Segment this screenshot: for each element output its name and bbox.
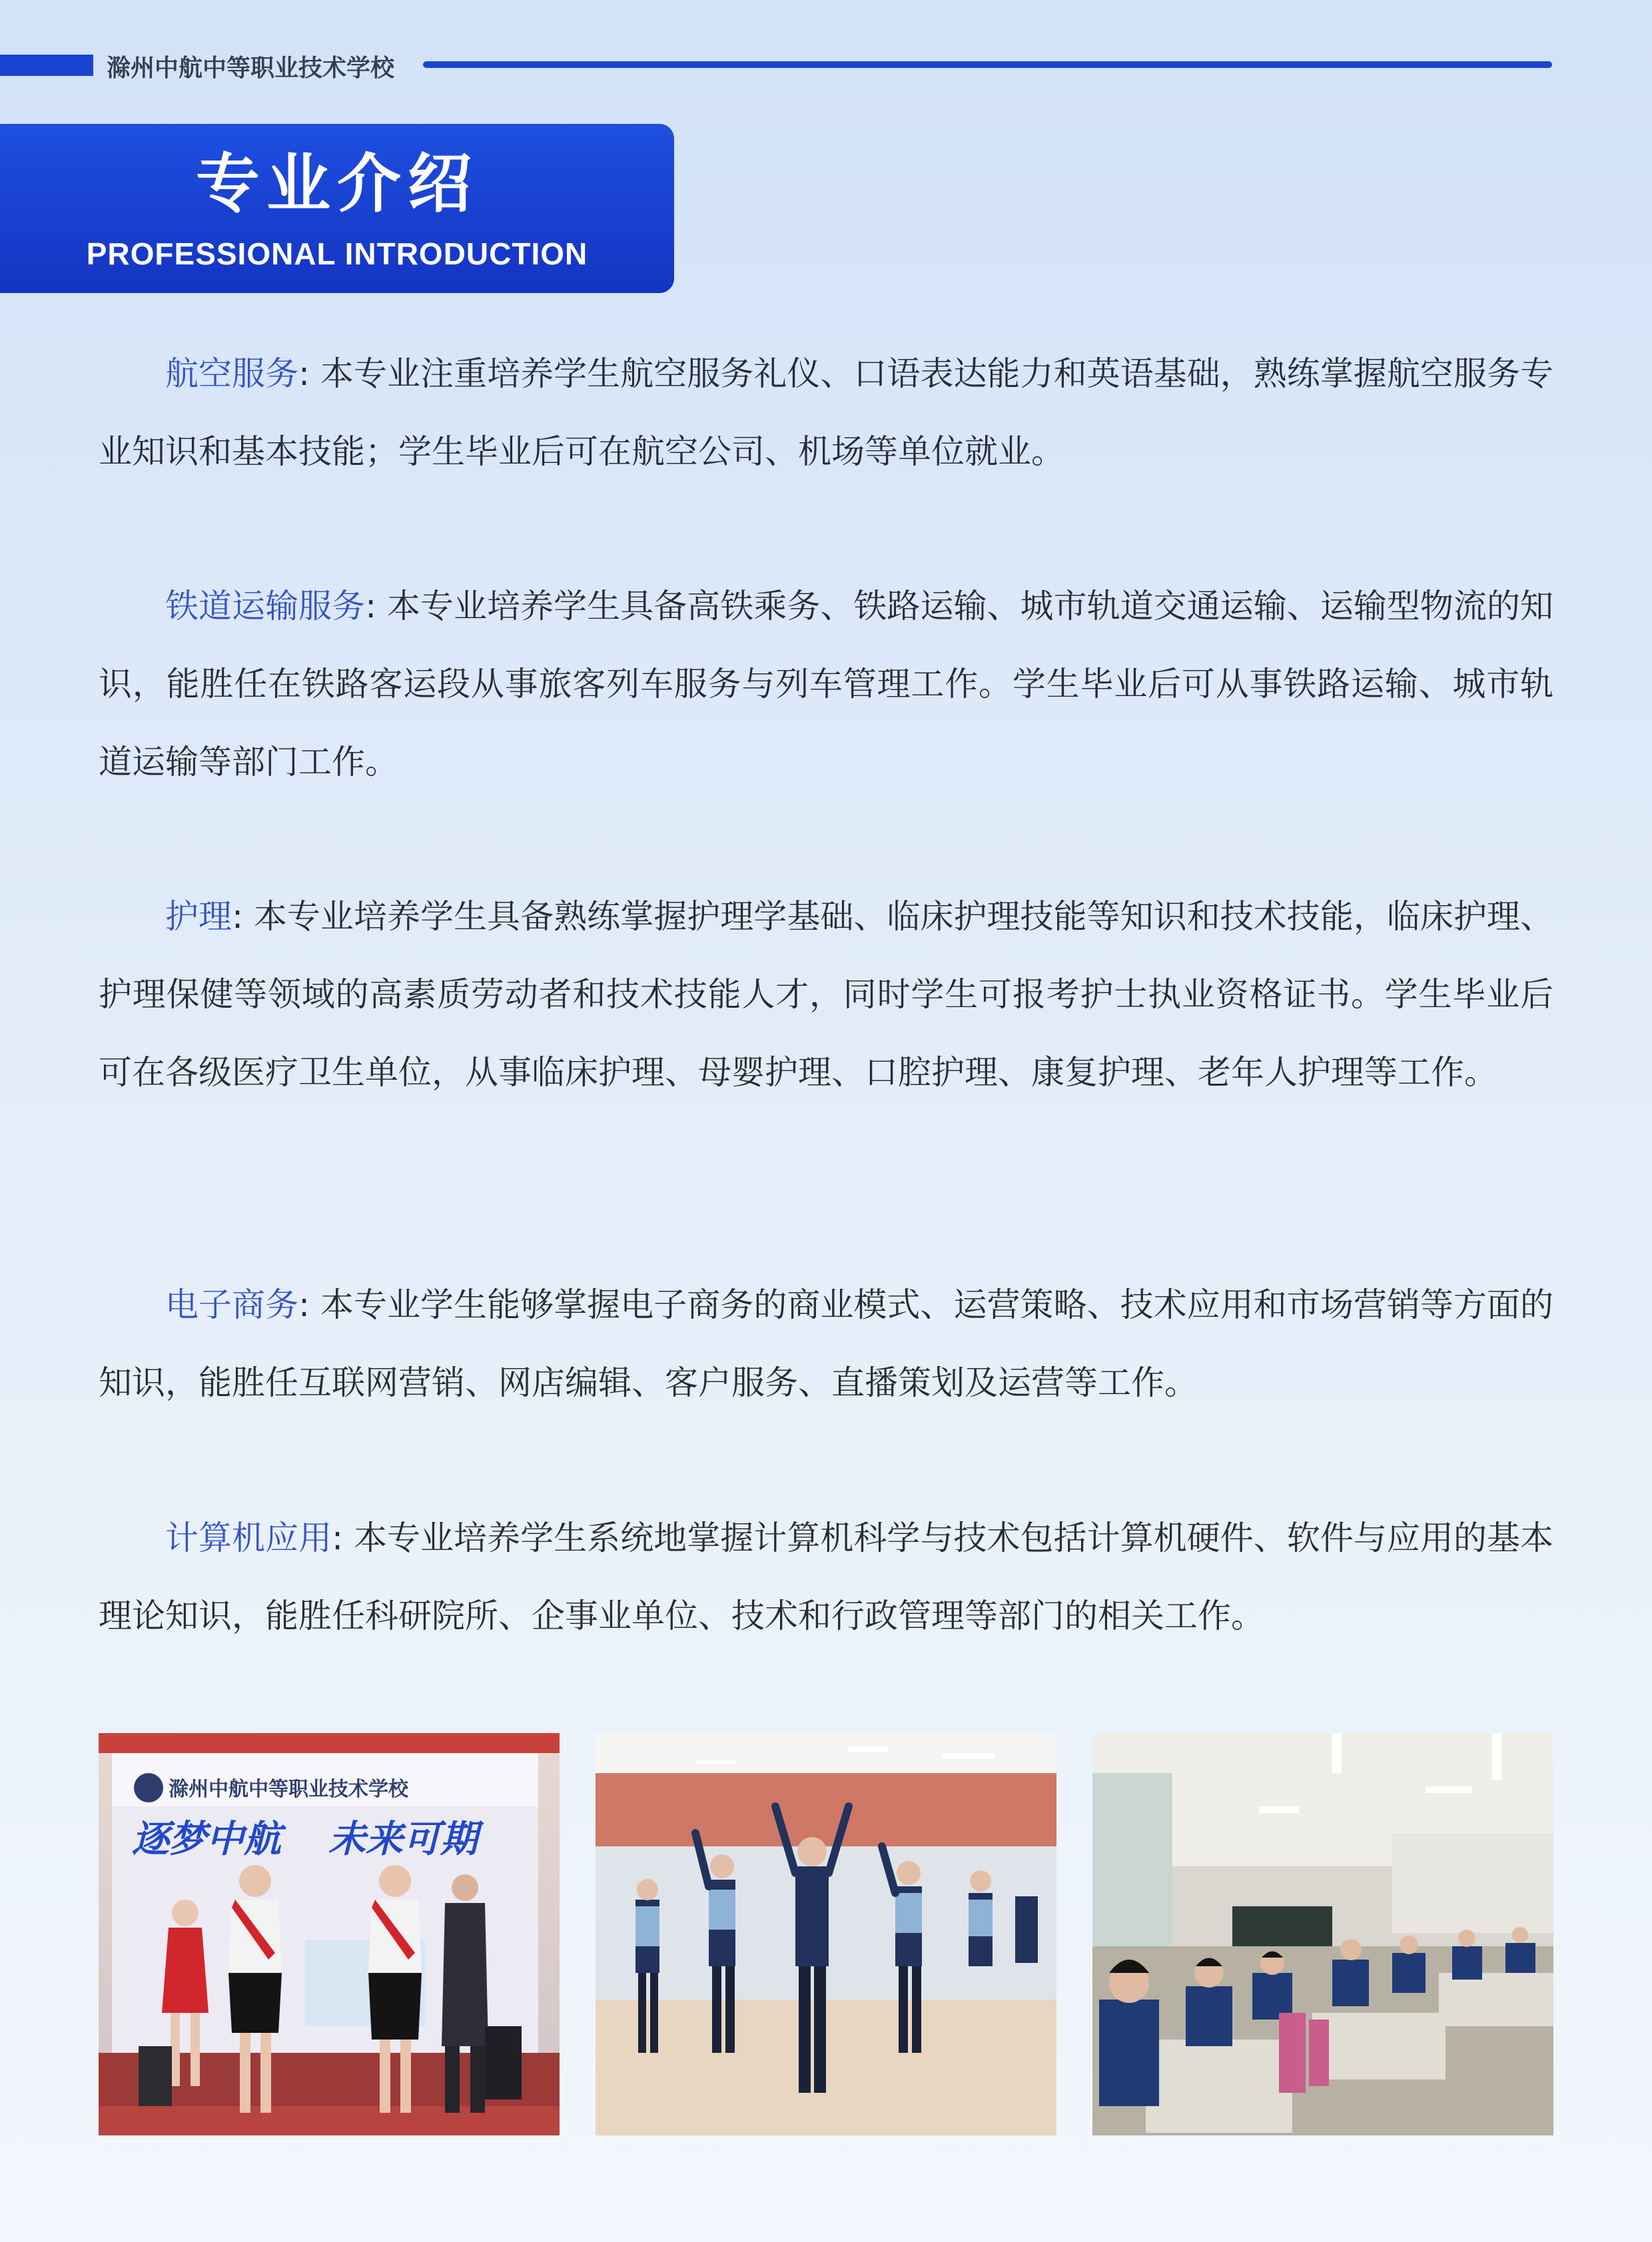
section-label: 护理 <box>165 897 232 936</box>
section-text: 本专业培养学生具备熟练掌握护理学基础、临床护理技能等知识和技术技能，临床护理、护理保健等领域的高素质劳动者和技术技能人才，同时学生可报考护士执业资格证书。学生毕业后可在各级医疗卫生单位，从事临床护理、母婴护理、口腔护理、康复护理、老年人护理等工作。 <box>99 897 1554 1092</box>
banner-slogan-2: 未来可期 <box>328 1817 478 1861</box>
photo-aviation-students <box>99 1733 560 2135</box>
section-e-commerce <box>99 1266 1553 1422</box>
section-text: 本专业培养学生具备高铁乘务、铁路运输、城市轨道交通运输、运输型物流的知识，能胜任在铁路客运段从事旅客列车服务与列车管理工作。学生毕业后可从事铁路运输、城市轨道运输等部门工作。 <box>99 587 1554 781</box>
section-separator: : <box>298 354 310 393</box>
section-aviation-service <box>99 335 1553 491</box>
section-text: 本专业学生能够掌握电子商务的商业模式、运营策略、技术应用和市场营销等方面的知识，能胜任互联网营销、网店编辑、客户服务、直播策划及运营等工作。 <box>99 1286 1554 1402</box>
photo-etiquette-training <box>596 1733 1056 2135</box>
section-separator: : <box>298 1286 310 1324</box>
header-accent-bar <box>0 55 93 76</box>
section-label: 航空服务 <box>165 354 299 393</box>
section-railway-service <box>99 567 1553 801</box>
title-banner <box>0 124 674 293</box>
banner-slogan-1: 逐梦中航 <box>132 1817 281 1861</box>
section-separator: : <box>332 1519 344 1557</box>
section-label: 计算机应用 <box>165 1519 332 1557</box>
section-text: 本专业注重培养学生航空服务礼仪、口语表达能力和英语基础，熟练掌握航空服务专业知识和基本技能；学生毕业后可在航空公司、机场等单位就业。 <box>99 354 1554 471</box>
section-text: 本专业培养学生系统地掌握计算机科学与技术包括计算机硬件、软件与应用的基本理论知识，能胜任科研院所、企事业单位、技术和行政管理等部门的相关工作。 <box>99 1519 1554 1635</box>
header-rule <box>423 61 1552 68</box>
banner-school-name: 滁州中航中等职业技术学校 <box>169 1778 408 1801</box>
section-computer-application <box>99 1499 1553 1655</box>
page-title: 专业介绍 <box>196 147 478 221</box>
photo-classroom <box>1092 1733 1553 2135</box>
section-separator: : <box>232 897 243 936</box>
section-separator: : <box>365 587 377 625</box>
section-nursing <box>99 878 1553 1112</box>
page-subtitle: PROFESSIONAL INTRODUCTION <box>86 236 588 271</box>
section-label: 电子商务 <box>165 1286 299 1324</box>
school-name: 滁州中航中等职业技术学校 <box>107 55 395 82</box>
section-label: 铁道运输服务 <box>165 587 366 625</box>
